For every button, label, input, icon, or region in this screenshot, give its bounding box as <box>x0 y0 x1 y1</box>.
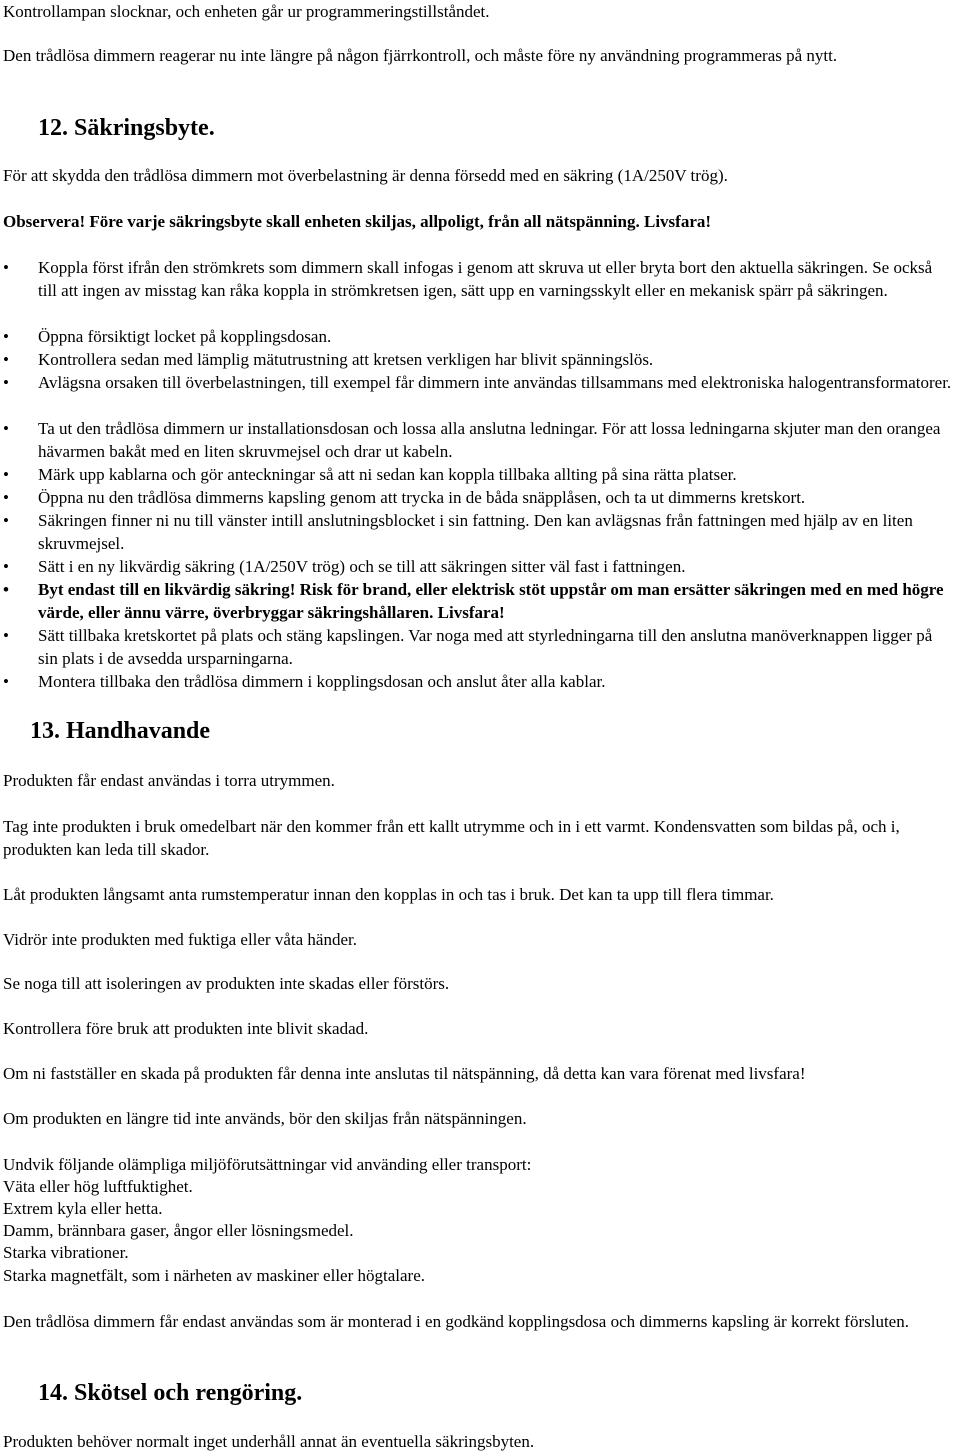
paragraph: Undvik följande olämpliga miljöförutsättningar vid använding eller transport: <box>3 1155 532 1174</box>
paragraph: Vidrör inte produkten med fuktiga eller våta händer. <box>3 930 357 949</box>
list-item: • Sätt tillbaka kretskortet på plats och stäng kapslingen. Var noga med att styrledningarna till den anslutna manöverknappen ligger på sin plats i de avsedda ursparningarna. <box>3 624 953 670</box>
section-heading: 13. Handhavande <box>30 718 211 744</box>
paragraph: Om produkten en längre tid inte används, bör den skiljas från nätspänningen. <box>3 1109 527 1128</box>
list-item: • Säkringen finner ni nu till vänster intill anslutningsblocket i sin fattning. Den kan avlägsnas från fattningen med hjälp av en liten skruvmejsel. <box>3 509 953 555</box>
list-item: • Montera tillbaka den trådlösa dimmern i kopplingsdosan och anslut åter alla kablar. <box>3 670 953 693</box>
paragraph: Om ni fastställer en skada på produkten får denna inte anslutas til nätspänning, då detta kan vara förenat med livsfara! <box>3 1064 806 1083</box>
list-line: Starka vibrationer. <box>3 1243 129 1262</box>
paragraph: För att skydda den trådlösa dimmern mot överbelastning är denna försedd med en säkring (1A/250V trög). <box>3 166 728 185</box>
list-item-warning: • Byt endast till en likvärdig säkring! Risk för brand, eller elektrisk stöt uppstår om man ersätter säkringen med en med högre värde, eller ännu värre, överbryggar säkringshållaren. Livsfara! <box>3 578 953 624</box>
list-line: Väta eller hög luftfuktighet. <box>3 1177 193 1196</box>
list-item: • Märk upp kablarna och gör anteckningar så att ni sedan kan koppla tillbaka allting på sina rätta platser. <box>3 463 953 486</box>
list-item: • Öppna försiktigt locket på kopplingsdosan. <box>3 325 953 348</box>
list-item: • Avlägsna orsaken till överbelastningen, till exempel får dimmern inte användas tillsammans med elektroniska halogentransformatorer. <box>3 371 953 394</box>
paragraph: Se noga till att isoleringen av produkten inte skadas eller förstörs. <box>3 974 450 993</box>
paragraph: Den trådlösa dimmern får endast användas som är monterad i en godkänd kopplingsdosa och dimmerns kapsling är korrekt försluten. <box>3 1312 909 1331</box>
list-item: • Sätt i en ny likvärdig säkring (1A/250V trög) och se till att säkringen sitter väl fast i fattningen. <box>3 555 953 578</box>
warning-text: Observera! Före varje säkringsbyte skall enheten skiljas, allpoligt, från all nätspänning. Livsfara! <box>3 212 712 231</box>
paragraph: Kontrollera före bruk att produkten inte blivit skadad. <box>3 1019 369 1038</box>
list-item: • Koppla först ifrån den strömkrets som dimmern skall infogas i genom att skruva ut eller bryta bort den aktuella säkringen. Se också till att ingen av misstag kan råka koppla in strömkretsen igen, sätt upp en varningsskylt eller en mekanisk spärr på säkringen. <box>3 256 953 302</box>
paragraph: Produkten behöver normalt inget underhåll annat än eventuella säkringsbyten. <box>3 1432 535 1451</box>
paragraph: Produkten får endast användas i torra utrymmen. <box>3 771 335 790</box>
list-item: • Öppna nu den trådlösa dimmerns kapsling genom att trycka in de båda snäpplåsen, och ta ut dimmerns kretskort. <box>3 486 953 509</box>
paragraph: Kontrollampan slocknar, och enheten går ur programmeringstillståndet. <box>3 2 490 21</box>
list-line: Damm, brännbara gaser, ångor eller lösningsmedel. <box>3 1221 354 1240</box>
list-line: Extrem kyla eller hetta. <box>3 1199 163 1218</box>
section-heading: 12. Säkringsbyte. <box>38 115 215 141</box>
list-line: Starka magnetfält, som i närheten av maskiner eller högtalare. <box>3 1266 426 1285</box>
list-item: • Kontrollera sedan med lämplig mätutrustning att kretsen verkligen har blivit spänningslös. <box>3 348 953 371</box>
paragraph: Låt produkten långsamt anta rumstemperatur innan den kopplas in och tas i bruk. Det kan ta upp till flera timmar. <box>3 885 774 904</box>
section-heading: 14. Skötsel och rengöring. <box>38 1380 303 1406</box>
list-item: • Ta ut den trådlösa dimmern ur installationsdosan och lossa alla anslutna ledningar. För att lossa ledningarna skjuter man den orangea hävarmen bakåt med en liten skruvmejsel och drar ut kabeln. <box>3 417 953 463</box>
paragraph: Den trådlösa dimmern reagerar nu inte längre på någon fjärrkontroll, och måste före ny användning programmeras på nytt. <box>3 46 838 65</box>
paragraph: Tag inte produkten i bruk omedelbart när den kommer från ett kallt utrymme och in i ett varmt. Kondensvatten som bildas på, och i, produkten kan leda till skador. <box>3 817 900 859</box>
